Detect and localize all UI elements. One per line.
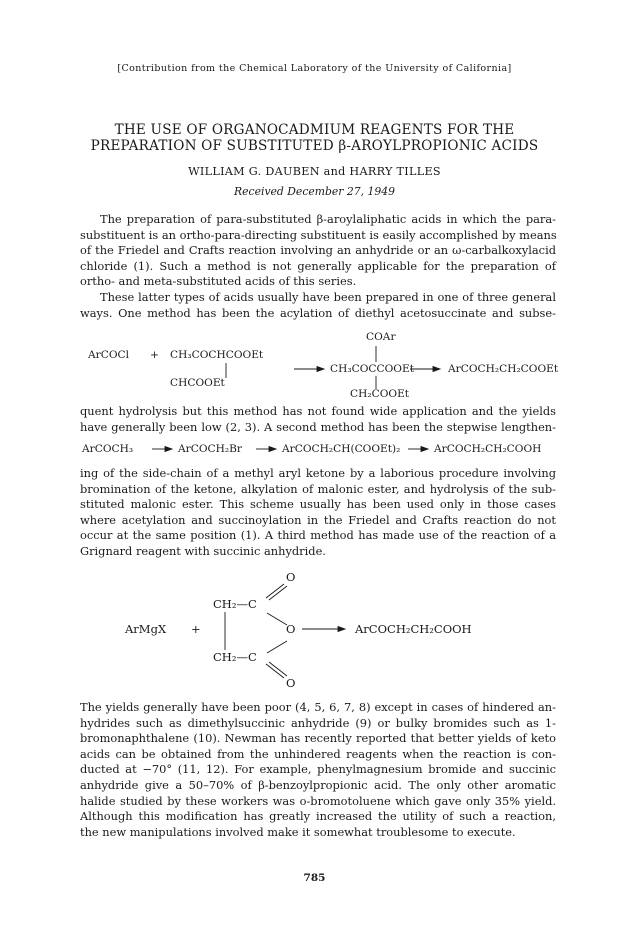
plus-sign: + — [191, 622, 201, 636]
methyl-ketone: ArCOCH₃ — [82, 443, 134, 455]
paragraph-line: The preparation of para-substituted β-aroylaliphatic acids in which the para- — [100, 212, 556, 226]
article-authors: WILLIAM G. DAUBEN and HARRY TILLES — [188, 165, 441, 178]
received-date: Received December 27, 1949 — [234, 185, 395, 198]
paragraph-line: chloride (1). Such a method is not generally applicable for the preparation of — [80, 258, 556, 273]
plus-sign: + — [150, 349, 159, 361]
arrow-head — [421, 447, 428, 452]
reactant-acetosuccinate-branch: CHCOOEt — [170, 377, 225, 389]
keto-acid: ArCOCH₂CH₂COOH — [434, 443, 542, 455]
arrow-head — [165, 447, 172, 452]
ring-ch2-top: CH₂—C — [213, 597, 257, 611]
paragraph-line: acids can be obtained from the unhindered reagents when the reaction is con- — [80, 746, 556, 761]
reactant-acetosuccinate: CH₃COCHCOOEt — [170, 349, 264, 361]
carbonyl-oxygen-top: O — [286, 570, 296, 584]
article-title: THE USE OF ORGANOCADMIUM REAGENTS FOR THE PREPARATION OF SUBSTITUTED β-AROYLPROPIONIC ACIDS — [90, 122, 539, 154]
page-number: 785 — [303, 872, 326, 884]
paragraph-line: These latter types of acids usually have been prepared in one of three general — [100, 290, 556, 304]
paragraph-line: hydrides such as dimethylsuccinic anhydride (9) or bulky bromides such as 1- — [80, 715, 556, 730]
paragraph-line: ing of the side-chain of a methyl aryl ketone by a laborious procedure involving — [80, 466, 556, 480]
arrow-head — [269, 447, 276, 452]
paragraph-line: ducted at −70° (11, 12). For example, phenylmagnesium bromide and succinic — [80, 762, 556, 777]
paragraph-line: halide studied by these workers was o-bromotoluene which gave only 35% yield. — [80, 793, 556, 808]
paragraph-line: occur at the same position (1). A third method has made use of the reaction of a — [80, 528, 556, 543]
coar-group: COAr — [366, 331, 396, 343]
paragraph-line: Grignard reagent with succinic anhydride. — [80, 543, 326, 558]
grignard-reagent: ArMgX — [125, 622, 167, 636]
intermediate: CH₃COCCOOEt — [330, 363, 414, 375]
bromoketone: ArCOCH₂Br — [178, 443, 242, 455]
paragraph-line: anhydride give a 50–70% of β-benzoylpropionic acid. The only other aromatic — [80, 777, 556, 792]
paragraph-line: stituted malonic ester. This scheme usually has been used only in those cases — [80, 497, 556, 512]
bond-line — [267, 641, 287, 653]
paragraph-line: ortho- and meta-substituted acids of this series. — [80, 274, 357, 289]
reactant-arcocl: ArCOCl — [88, 349, 129, 361]
arrow-head — [338, 627, 345, 632]
paragraph-line: have generally been low (2, 3). A second method has been the stepwise lengthen- — [80, 419, 556, 434]
bond-line — [267, 613, 287, 625]
contribution-line: [Contribution from the Chemical Laboratory of the University of California] — [117, 63, 512, 74]
paragraph-line: the new manipulations involved make it somewhat troublesome to execute. — [80, 824, 516, 839]
paragraph-line: of the Friedel and Crafts reaction involving an anhydride or an ω-carbalkoxylacid — [80, 243, 556, 258]
paragraph-line: substituent is an ortho-para-directing substituent is easily accomplished by means — [80, 227, 557, 242]
paragraph-line: where acetylation and succinoylation in the Friedel and Crafts reaction do not — [80, 512, 556, 527]
paragraph-5 — [80, 700, 556, 840]
paragraph-line: bromination of the ketone, alkylation of malonic ester, and hydrolysis of the sub- — [80, 481, 556, 496]
paragraph-line: The yields generally have been poor (4, 5, 6, 7, 8) except in cases of hindered an- — [80, 700, 556, 714]
malonate-adduct: ArCOCH₂CH(COOEt)₂ — [282, 443, 401, 455]
arrow-head — [317, 367, 324, 372]
intermediate-branch: CH₂COOEt — [350, 388, 410, 400]
arrow-head — [433, 367, 440, 372]
product-ester: ArCOCH₂CH₂COOEt — [448, 363, 559, 375]
carbonyl-oxygen-bottom: O — [286, 676, 296, 690]
paragraph-line: ways. One method has been the acylation of diethyl acetosuccinate and subse- — [80, 305, 556, 320]
keto-acid-product: ArCOCH₂CH₂COOH — [355, 622, 472, 636]
paragraph-line: quent hydrolysis but this method has not found wide application and the yields — [80, 404, 556, 418]
paragraph-line: Although this modification has greatly increased the utility of such a reaction, — [80, 809, 556, 824]
ring-oxygen: O — [286, 622, 296, 636]
paragraph-line: bromonaphthalene (10). Newman has recently reported that better yields of keto — [80, 731, 556, 746]
ring-ch2-bottom: CH₂—C — [213, 650, 257, 664]
